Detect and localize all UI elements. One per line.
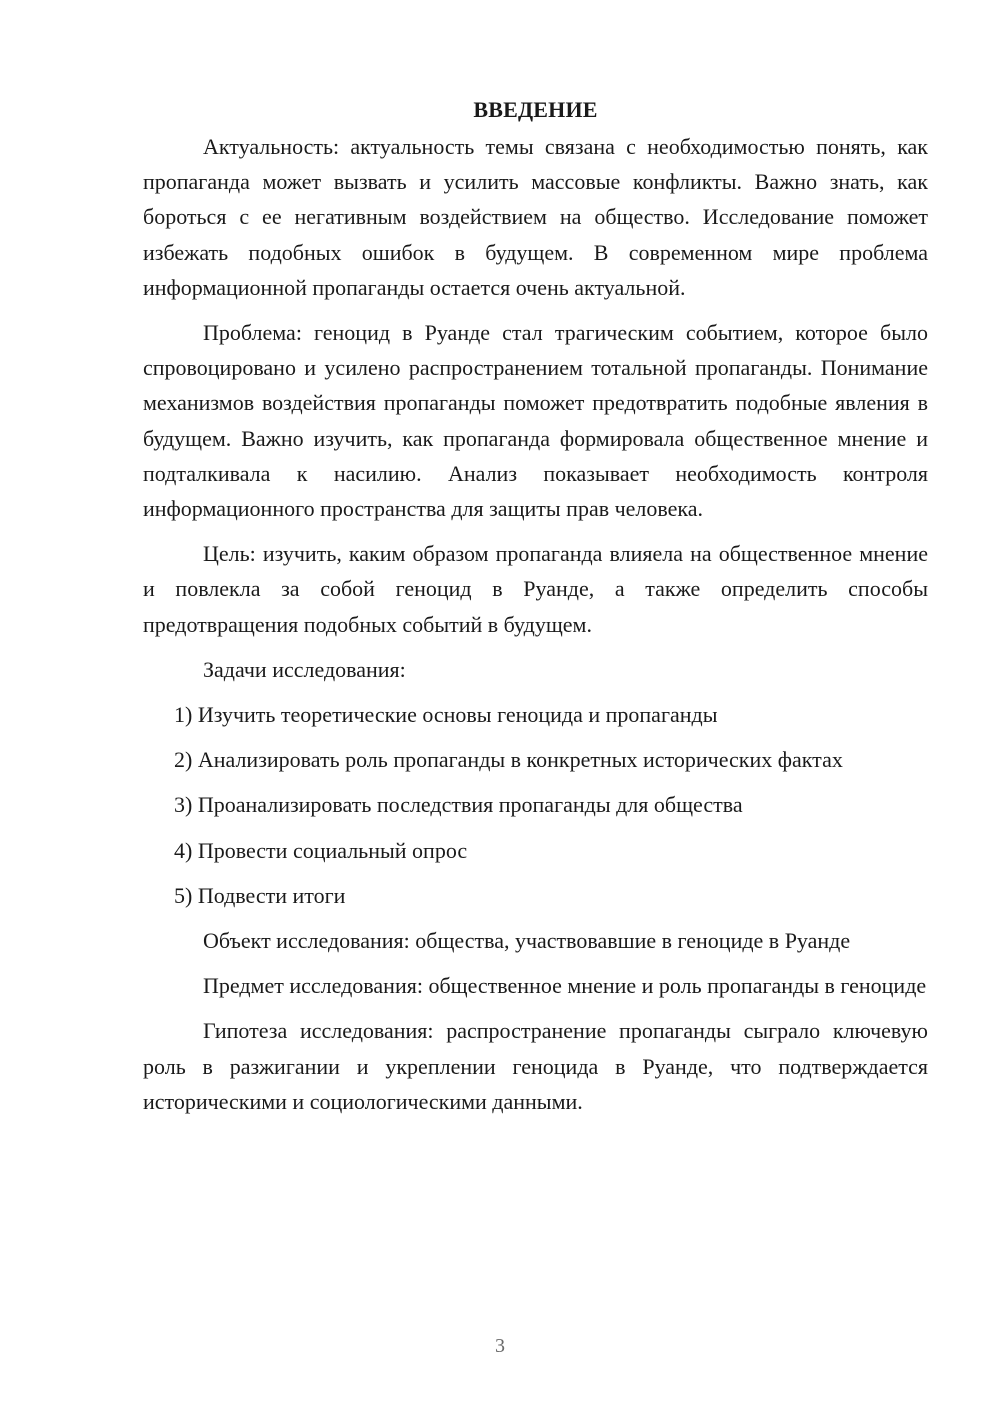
paragraph-subject: Предмет исследования: общественное мнение и роль пропаганды в геноциде <box>203 973 927 999</box>
page-number: 3 <box>495 1335 505 1357</box>
paragraph-goal: Цель: изучить, каким образом пропаганда влияела на общественное мнение и повлекла за собой геноцид в Руанде, а также определить способы предотвращения подобных событий в будущем. <box>143 541 928 637</box>
paragraph-relevance: Актуальность: актуальность темы связана с необходимостью понять, как пропаганда может вызвать и усилить массовые конфликты. Важно знать, как бороться с ее негативным воздействием на общество. Исследование поможет избежать подобных ошибок в будущем. В современном мире проблема информационной пропаганды остается очень актуальной. <box>143 134 928 300</box>
paragraph-object: Объект исследования: общества, участвовавшие в геноциде в Руанде <box>203 928 851 954</box>
list-item: 4) Провести социальный опрос <box>174 837 468 863</box>
tasks-heading: Задачи исследования: <box>203 656 406 682</box>
list-item: 3) Проанализировать последствия пропаганды для общества <box>174 792 743 818</box>
section-title: ВВЕДЕНИЕ <box>473 97 598 122</box>
list-item: 5) Подвести итоги <box>174 882 346 908</box>
list-item: 2) Анализировать роль пропаганды в конкретных исторических фактах <box>174 747 843 773</box>
tasks-list <box>143 697 928 913</box>
document-page <box>143 92 928 1119</box>
list-item: 1) Изучить теоретические основы геноцида и пропаганды <box>174 702 718 728</box>
paragraph-problem: Проблема: геноцид в Руанде стал трагическим событием, которое было спровоцировано и усилено распространением тотальной пропаганды. Понимание механизмов воздействия пропаганды поможет предотвратить подобные явления в будущем. Важно изучить, как пропаганда формировала общественное мнение и подталкивала к насилию. Анализ показывает необходимость контроля информационного пространства для защиты прав человека. <box>143 320 928 522</box>
paragraph-hypothesis: Гипотеза исследования: распространение пропаганды сыграло ключевую роль в разжигании и укреплении геноцида в Руанде, что подтверждается историческими и социологическими данными. <box>143 1018 928 1114</box>
